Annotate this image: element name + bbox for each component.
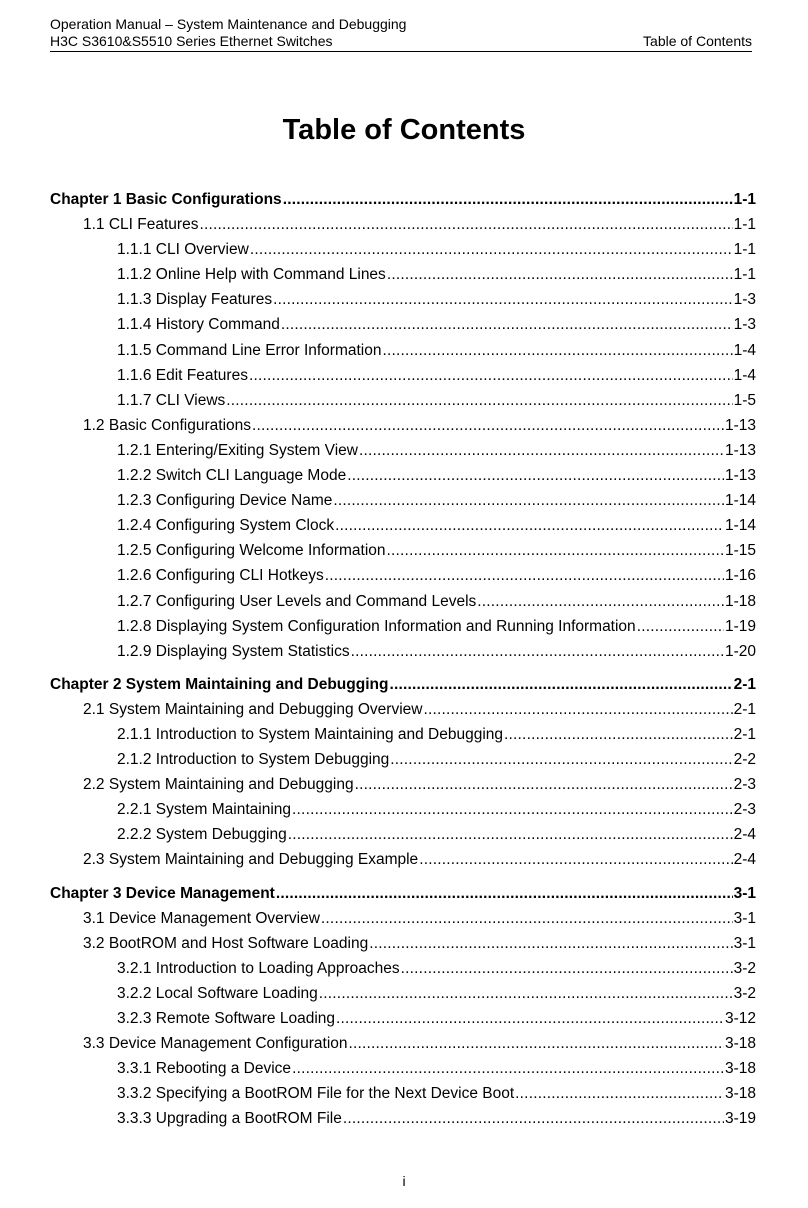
toc-subsection-entry[interactable]	[50, 563, 756, 588]
toc-page-number: 2-1	[733, 725, 756, 743]
toc-subsection-entry[interactable]	[50, 513, 756, 538]
toc-entry-title: 3.2 BootROM and Host Software Loading	[83, 934, 369, 952]
toc-entry-title: 2.2 System Maintaining and Debugging	[83, 776, 354, 794]
toc-section-entry[interactable]	[50, 906, 756, 931]
toc-dot-leader	[355, 772, 733, 797]
toc-entry-title: 1.2.1 Entering/Exiting System View	[117, 441, 358, 459]
toc-entry-title: 1.2.6 Configuring CLI Hotkeys	[117, 567, 324, 585]
toc-subsection-entry[interactable]	[50, 722, 756, 747]
toc-dot-leader	[273, 287, 733, 312]
toc-entry-title: 3.3.1 Rebooting a Device	[117, 1060, 292, 1078]
toc-dot-leader	[401, 956, 733, 981]
toc-subsection-entry[interactable]	[50, 338, 756, 363]
toc-dot-leader	[292, 1056, 724, 1081]
toc-dot-leader	[369, 931, 732, 956]
toc-page-number: 2-3	[733, 801, 756, 819]
toc-entry-title: 2.1 System Maintaining and Debugging Overview	[83, 700, 423, 718]
toc-entry-title: 3.2.1 Introduction to Loading Approaches	[117, 959, 400, 977]
toc-page-number: 1-13	[724, 467, 756, 485]
toc-subsection-entry[interactable]	[50, 1081, 756, 1106]
header-line-1	[50, 16, 752, 33]
toc-page-number: 3-2	[733, 959, 756, 977]
toc-page-number: 1-16	[724, 567, 756, 585]
toc-page-number: 1-20	[724, 642, 756, 660]
toc-section-entry[interactable]	[50, 413, 756, 438]
toc-entry-title: 3.2.3 Remote Software Loading	[117, 1010, 335, 1027]
toc-entry-title: 2.2.1 System Maintaining	[117, 801, 292, 819]
toc-page-number: 1-1	[733, 241, 756, 259]
toc-dot-leader	[389, 672, 732, 697]
toc-dot-leader	[288, 822, 733, 847]
toc-section-entry[interactable]	[50, 847, 756, 872]
toc-page-number: 3-18	[724, 1085, 756, 1103]
toc-page-number: 3-1	[733, 934, 756, 952]
toc-dot-leader	[515, 1081, 724, 1106]
toc-subsection-entry[interactable]	[50, 614, 756, 639]
toc-page-number: 1-4	[733, 341, 756, 359]
toc-dot-leader	[419, 847, 732, 872]
toc-subsection-entry[interactable]	[50, 1006, 756, 1031]
toc-entry-title: 1.1.1 CLI Overview	[117, 241, 249, 259]
toc-dot-leader	[351, 639, 724, 664]
toc-entry-title: 3.1 Device Management Overview	[83, 909, 320, 927]
toc-dot-leader	[199, 212, 732, 237]
toc-entry-title: 1.1.5 Command Line Error Information	[117, 341, 382, 359]
toc-entry-title: Chapter 2 System Maintaining and Debugging	[50, 675, 389, 693]
toc-dot-leader	[325, 563, 724, 588]
page-title: Table of Contents	[282, 114, 526, 146]
toc-entry-title: 1.2.4 Configuring System Clock	[117, 517, 335, 535]
toc-subsection-entry[interactable]	[50, 822, 756, 847]
toc-page-number: 1-3	[733, 291, 756, 309]
toc-section-entry[interactable]	[50, 931, 756, 956]
toc-dot-leader	[390, 747, 732, 772]
toc-subsection-entry[interactable]	[50, 589, 756, 614]
toc-entry-title: 1.2.7 Configuring User Levels and Command Levels	[117, 592, 477, 610]
page-header	[50, 16, 752, 52]
toc-page-number: 3-12	[724, 1010, 756, 1027]
toc-entry-title: 3.3.3 Upgrading a BootROM File	[117, 1110, 342, 1128]
toc-dot-leader	[292, 797, 733, 822]
toc-dot-leader	[252, 413, 724, 438]
toc-dot-leader	[249, 363, 733, 388]
toc-chapter-entry[interactable]	[50, 187, 756, 212]
toc-dot-leader	[477, 589, 724, 614]
toc-entry-title: 1.1.2 Online Help with Command Lines	[117, 266, 386, 284]
toc-dot-leader	[504, 722, 733, 747]
manual-title: Operation Manual – System Maintenance and Debugging	[50, 16, 407, 32]
toc-entry-title: 1.1.3 Display Features	[117, 291, 273, 309]
toc-page-number: 1-18	[724, 592, 756, 610]
toc-chapter-group	[50, 187, 756, 664]
toc-section-entry[interactable]	[50, 1031, 756, 1056]
toc-subsection-entry[interactable]	[50, 981, 756, 1006]
toc-subsection-entry[interactable]	[50, 488, 756, 513]
toc-page-number: 1-1	[733, 191, 756, 208]
toc-page-number: 1-4	[733, 366, 756, 384]
toc-dot-leader	[343, 1106, 724, 1131]
toc-dot-leader	[423, 697, 732, 722]
toc-subsection-entry[interactable]	[50, 797, 756, 822]
toc-chapter-entry[interactable]	[50, 881, 756, 906]
toc-dot-leader	[359, 438, 724, 463]
toc-entry-title: 2.1.1 Introduction to System Maintaining and Debugging	[117, 725, 504, 743]
toc-page-number: 2-4	[733, 826, 756, 844]
toc-chapter-group	[50, 672, 756, 873]
toc-chapter-group	[50, 881, 756, 1132]
toc-entry-title: 1.2.8 Displaying System Configuration Information and Running Information	[117, 617, 636, 635]
toc-dot-leader	[281, 312, 733, 337]
toc-page-number: 1-15	[724, 542, 756, 560]
toc-subsection-entry[interactable]	[50, 287, 756, 312]
toc-subsection-entry[interactable]	[50, 747, 756, 772]
toc-dot-leader	[321, 906, 733, 931]
toc-page-number: 1-3	[733, 316, 756, 334]
toc-subsection-entry[interactable]	[50, 363, 756, 388]
toc-subsection-entry[interactable]	[50, 438, 756, 463]
toc-entry-title: Chapter 1 Basic Configurations	[50, 191, 282, 208]
toc-section-entry[interactable]	[50, 772, 756, 797]
toc-page-number: 2-4	[733, 851, 756, 869]
toc-page-number: 2-3	[733, 776, 756, 794]
toc-entry-title: 1.2.5 Configuring Welcome Information	[117, 542, 386, 560]
toc-subsection-entry[interactable]	[50, 237, 756, 262]
toc-section-entry[interactable]	[50, 697, 756, 722]
toc-entry-title: 1.2.2 Switch CLI Language Mode	[117, 467, 347, 485]
product-name: H3C S3610&S5510 Series Ethernet Switches	[50, 33, 333, 49]
toc-entry-title: Chapter 3 Device Management	[50, 884, 275, 902]
toc-dot-leader	[319, 981, 733, 1006]
toc-entry-title: 2.1.2 Introduction to System Debugging	[117, 751, 390, 769]
page-number: i	[402, 1173, 406, 1189]
section-name: Table of Contents	[643, 33, 752, 49]
toc-dot-leader	[333, 488, 724, 513]
toc-page-number: 1-1	[733, 216, 756, 234]
toc-entry-title: 1.1.6 Edit Features	[117, 366, 248, 384]
toc-entry-title: 1.1.4 History Command	[117, 316, 280, 334]
toc-dot-leader	[387, 262, 733, 287]
toc-dot-leader	[637, 614, 724, 639]
toc-page-number: 1-1	[733, 266, 756, 284]
toc-page-number: 3-19	[724, 1110, 756, 1128]
toc-dot-leader	[349, 1031, 724, 1056]
toc-subsection-entry[interactable]	[50, 1106, 756, 1131]
page-footer	[0, 1173, 808, 1189]
toc-page-number: 1-14	[724, 492, 756, 510]
toc-entry-title: 3.2.2 Local Software Loading	[117, 984, 318, 1002]
toc-entry-title: 1.2 Basic Configurations	[83, 416, 252, 434]
toc-entry-title: 1.2.3 Configuring Device Name	[117, 492, 333, 510]
toc-subsection-entry[interactable]	[50, 1056, 756, 1081]
toc-subsection-entry[interactable]	[50, 463, 756, 488]
toc-page-number: 2-1	[733, 700, 756, 718]
header-line-2	[50, 33, 752, 50]
toc-page-number: 2-1	[733, 675, 756, 693]
toc-entry-title: 3.3 Device Management Configuration	[83, 1035, 348, 1053]
toc-dot-leader	[336, 1006, 724, 1031]
toc-entry-title: 1.1 CLI Features	[83, 216, 199, 234]
toc-entry-title: 1.1.7 CLI Views	[117, 391, 226, 409]
toc-dot-leader	[283, 187, 733, 212]
toc-dot-leader	[276, 881, 733, 906]
toc-entry-title: 1.2.9 Displaying System Statistics	[117, 642, 350, 660]
toc-page-number: 3-2	[733, 984, 756, 1002]
toc-dot-leader	[382, 338, 732, 363]
toc-page-number: 1-5	[733, 391, 756, 409]
toc-page-number: 1-14	[724, 517, 756, 535]
toc-page-number: 1-13	[724, 441, 756, 459]
toc-entry-title: 3.3.2 Specifying a BootROM File for the Next Device Boot	[117, 1085, 515, 1103]
toc-subsection-entry[interactable]	[50, 262, 756, 287]
toc-dot-leader	[250, 237, 733, 262]
toc-subsection-entry[interactable]	[50, 312, 756, 337]
toc-page-number: 1-19	[724, 617, 756, 635]
toc-dot-leader	[226, 388, 732, 413]
toc-dot-leader	[335, 513, 724, 538]
table-of-contents	[50, 187, 756, 1139]
toc-subsection-entry[interactable]	[50, 956, 756, 981]
toc-chapter-entry[interactable]	[50, 672, 756, 697]
toc-dot-leader	[387, 538, 724, 563]
toc-section-entry[interactable]	[50, 212, 756, 237]
toc-page-number: 3-1	[733, 909, 756, 927]
toc-page-number: 3-18	[724, 1035, 756, 1053]
toc-subsection-entry[interactable]	[50, 639, 756, 664]
toc-page-number: 2-2	[733, 751, 756, 769]
toc-entry-title: 2.2.2 System Debugging	[117, 826, 287, 844]
toc-page-number: 3-18	[724, 1060, 756, 1078]
toc-subsection-entry[interactable]	[50, 388, 756, 413]
toc-subsection-entry[interactable]	[50, 538, 756, 563]
toc-page-number: 3-1	[733, 884, 756, 902]
toc-page-number: 1-13	[724, 416, 756, 434]
toc-dot-leader	[347, 463, 724, 488]
toc-entry-title: 2.3 System Maintaining and Debugging Example	[83, 851, 419, 869]
